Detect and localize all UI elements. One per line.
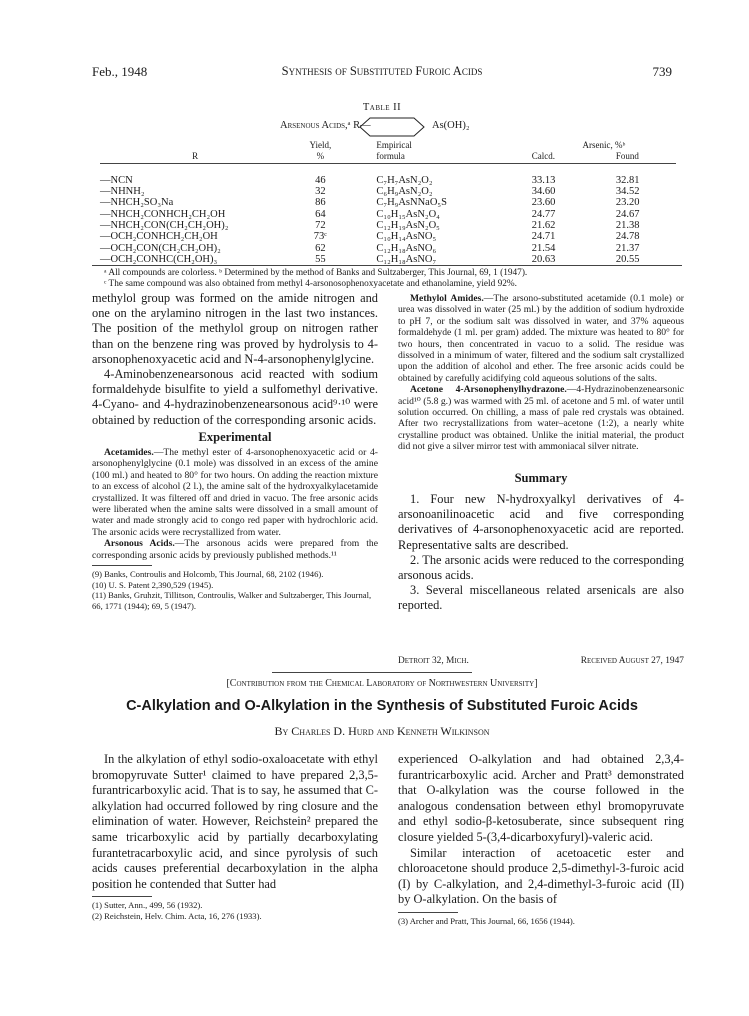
cell-found: 21.37 [615, 242, 640, 254]
cell-found: 24.67 [615, 208, 640, 220]
cell-found: 21.38 [615, 220, 640, 232]
table-row [100, 243, 676, 254]
cell-r: —OCH₂CONHC(CH₂OH)₃ [100, 253, 218, 265]
cell-yield: 86 [315, 197, 326, 209]
table-struct-label: Arsenous Acids,ᵃ R— [280, 120, 371, 131]
header-date: Feb., 1948 [92, 64, 148, 79]
header-yield-unit: % [316, 151, 325, 162]
cell-calcd: 34.60 [531, 186, 556, 198]
acetamides-paragraph [92, 447, 378, 538]
cell-r: —NHNH₂ [100, 186, 145, 198]
cell-yield: 72 [315, 220, 326, 232]
cell-r: —OCH₂CONHCH₂CH₂OH [100, 231, 218, 243]
methylol-text: —The arsono-substituted acetamide (0.1 mole) or urea was dissolved in water (25 ml.) by the addition of sodium hydroxide to pH 7, or the sodium salt was dissolved in water, and 37% aqueous formaldehyde (1 ml. per gram) added. The mixture was heated to 80° for two hours, then concentrated in vacuo to a solid. The residue was dissolved in a minimum of water, filtered and the sodium salt crystallized upon the addition of alcohol and ether. The free arsonic acids could be obtained by carefully acidifying cold aqueous solutions of the salts. [398, 293, 684, 384]
cell-calcd: 24.77 [531, 208, 556, 220]
cell-calcd: 21.62 [531, 220, 556, 232]
cell-yield: 73ᶜ [313, 231, 327, 243]
table-struct-suffix: As(OH)₂ [432, 120, 470, 131]
table-header-row-1 [100, 140, 676, 151]
table-row [100, 186, 676, 197]
cell-found: 20.55 [615, 253, 640, 265]
article-right-paragraph-2: Similar interaction of acetoacetic ester and chloroacetone should produce 2,5-dimethyl-3-furoic acid (I) by C-alkylation, and 2,4-dimethyl-3-furoic acid (II) by O-alkylation. On the basis of [398, 845, 684, 907]
article-footnote-1: (1) Sutter, Ann., 499, 56 (1932). [92, 900, 203, 911]
cell-r: —OCH₂CON(CH₂CH₂OH)₂ [100, 242, 221, 254]
cell-r: —NHCH₂CONHCH₂CH₂OH [100, 208, 226, 220]
cell-found: 24.78 [615, 231, 640, 243]
header-page-number: 739 [652, 64, 672, 79]
table-row [100, 220, 676, 231]
methylol-lead: Methylol Amides. [410, 293, 484, 304]
cell-calcd: 24.71 [531, 231, 556, 243]
cell-formula: C₇H₇AsN₂O₂ [376, 174, 433, 186]
cell-formula: C₁₀H₁₅AsN₂O₄ [376, 208, 440, 220]
header-yield: Yield, [309, 140, 332, 150]
cell-found: 32.81 [615, 174, 640, 186]
summary-item-2: 2. The arsonic acids were reduced to the corresponding arsonous acids. [398, 552, 684, 582]
cell-formula: C₆H₉AsN₂O₂ [376, 186, 433, 198]
cell-yield: 62 [315, 242, 326, 254]
arsonous-paragraph [92, 538, 378, 561]
footnote-11: (11) Banks, Gruhzit, Tillitson, Controulis, Walker and Sultzaberger, This Journal, 66, 1771 (1944); 69, 5 (1947). [92, 590, 372, 611]
cell-r: —NHCH₂CON(CH₂CH₂OH)₂ [100, 220, 229, 232]
table-footnote-c: ᶜ The same compound was also obtained from methyl 4-arsonosophenoxyacetate and ethanolamine, yield 92%. [104, 279, 517, 289]
header-arsenic: Arsenic, %ᵇ [582, 140, 626, 150]
footnote-10: (10) U. S. Patent 2,390,529 (1945). [92, 579, 214, 590]
acetamides-lead: Acetamides. [104, 447, 154, 459]
cell-found: 23.20 [615, 197, 640, 209]
right-column-upper [398, 293, 684, 614]
header-calcd: Calcd. [531, 151, 555, 162]
article-divider [272, 672, 472, 673]
summary-item-1: 1. Four new N-hydroxyalkyl derivatives of 4-arsonoanilinoacetic acid and five corresponding derivatives of 4-arsonophenoxyacetic acid are reported. Representative salts are described. [398, 491, 684, 552]
right-column-lower [398, 752, 684, 927]
acetamides-text: —The methyl ester of 4-arsonophenoxyacetic acid or 4-arsonophenylglycine (0.1 mole) was dissolved in an excess of the amine (100 ml.) and heated to 80° for two hours. On adding the reaction mixture to an excess of alcohol (2 l.), the amine salt of the hydroxyalkylacetamide crystallized. It was filtered off and dried in vacuo. The free arsonic acids were liberated when the amine salts were dissolved in a small amount of water and made strongly acid to congo red paper with hydrochloric acid. The arsonic acids were recrystallized from water. [92, 447, 378, 538]
table-row [100, 175, 676, 186]
article-right-paragraph-1: experienced O-alkylation and had obtained 2,3,4-furantricarboxylic acid. Archer and Pratt³ demonstrated that O-alkylation was the course followed in the analogous condensation between ethyl bromopyruvate and ethyl sodio-β-ketosuberate, since subsequent ring closure yielded 5-(3,4-dicarboxyfuryl)-valeric acid. [398, 752, 684, 844]
acetone-paragraph [398, 384, 684, 452]
article-title: C-Alkylation and O-Alkylation in the Synthesis of Substituted Furoic Acids [126, 698, 638, 714]
table-header-row-2 [100, 151, 676, 163]
header-formula-2: formula [376, 151, 405, 162]
table-title: Table II [362, 102, 402, 113]
cell-formula: C₇H₉AsNNaO₅S [376, 197, 447, 209]
arsonous-lead: Arsonous Acids. [104, 538, 175, 550]
cell-calcd: 33.13 [531, 174, 556, 186]
methylol-paragraph [398, 293, 684, 384]
cell-yield: 55 [315, 253, 326, 265]
acetone-text: —4-Hydrazinobenzenearsonic acid¹⁰ (5.8 g.) was warmed with 25 ml. of acetone and 5 ml. of water until solution occurred. On chilling, a mass of pale red crystals was obtained. After two recrystallizations from water–acetone (1:2), a nearly white crystalline product was obtained. Unlike the initial material, the product did not give a silver mirror test with ammoniacal silver nitrate. [398, 384, 684, 453]
arsenous-acids-table [100, 140, 676, 265]
header-running-title: Synthesis of Substituted Furoic Acids [281, 64, 483, 78]
experimental-heading: Experimental [198, 429, 272, 444]
header-formula: Empirical [376, 140, 412, 150]
table-body [100, 175, 676, 265]
summary-heading: Summary [514, 470, 568, 485]
cell-yield: 46 [315, 174, 326, 186]
benzene-ring-icon [352, 116, 432, 138]
header-found: Found [615, 151, 639, 162]
cell-r: —NHCH₂SO₃Na [100, 197, 174, 209]
cell-formula: C₁₂H₁₈AsNO₇ [376, 253, 437, 265]
table-footnotes [92, 265, 682, 290]
cell-formula: C₁₀H₁₄AsNO₅ [376, 231, 437, 243]
left-column-lower [92, 752, 378, 922]
table-row [100, 197, 676, 208]
cell-calcd: 20.63 [531, 253, 556, 265]
signoff-location: Detroit 32, Mich. [398, 656, 469, 666]
header-r: R [192, 151, 199, 162]
article-authors: By Charles D. Hurd and Kenneth Wilkinson [274, 724, 490, 738]
summary-item-3: 3. Several miscellaneous related arsenicals are also reported. [398, 583, 684, 613]
acetone-lead: Acetone 4-Arsonophenylhydrazone. [410, 384, 567, 396]
table-footnote-a: ᵃ All compounds are colorless. ᵇ Determined by the method of Banks and Sultzaberger, This Journal, 69, 1 (1947). [104, 268, 528, 278]
left-column-upper [92, 291, 378, 611]
cell-yield: 32 [315, 186, 326, 198]
arsonous-text: —The arsonous acids were prepared from the corresponding arsonic acids by previously published methods.¹¹ [92, 538, 378, 561]
table-row [100, 209, 676, 220]
table-row [100, 254, 676, 265]
article-footnote-2: (2) Reichstein, Helv. Chim. Acta, 16, 276 (1933). [92, 910, 262, 921]
left-paragraph-1: methylol group was formed on the amide nitrogen and one on the arylamino nitrogen in the last two instances. The position of the methylol group on nitrogen rather than on the benzene ring was proved by hydrolysis to 4-arsonophenoxyacetic acid and N-4-arsonophenylglycine. [92, 291, 378, 366]
table-row [100, 231, 676, 242]
page-header [92, 64, 672, 80]
signoff-received: Received August 27, 1947 [580, 656, 684, 666]
cell-formula: C₁₂H₁₉AsN₂O₅ [376, 220, 440, 232]
cell-r: —NCN [100, 174, 133, 186]
cell-yield: 64 [315, 208, 326, 220]
table-structure-caption [92, 116, 672, 138]
footnote-9: (9) Banks, Controulis and Holcomb, This Journal, 68, 2102 (1946). [92, 569, 324, 580]
article-footnote-3: (3) Archer and Pratt, This Journal, 66, 1656 (1944). [398, 915, 575, 926]
contribution-line: [Contribution from the Chemical Laboratory of Northwestern University] [226, 678, 538, 689]
cell-calcd: 23.60 [531, 197, 556, 209]
left-paragraph-2: 4-Aminobenzenearsonous acid reacted with sodium formaldehyde bisulfite to yield a sulfomethyl derivative. 4-Cyano- and 4-hydrazinobenzenearsonous acid⁹·¹⁰ were obtained by reduction of the corresponding arsonic acids. [92, 367, 378, 427]
cell-formula: C₁₂H₁₈AsNO₆ [376, 242, 437, 254]
cell-found: 34.52 [615, 186, 640, 198]
cell-calcd: 21.54 [531, 242, 556, 254]
article-left-paragraph: In the alkylation of ethyl sodio-oxaloacetate with ethyl bromopyruvate Sutter¹ claimed to have prepared 2,3,5-furantricarboxylic acid. That is to say, he assumed that C-alkylation had occurred followed by ring closure and the elimination of water. However, Reichstein² prepared the same tricarboxylic acid by partially decarboxylating furantetracarboxylic acid, and since pyrolysis of such acids causes preferential decarboxylation in the alpha position he contended that Sutter had [92, 752, 378, 891]
